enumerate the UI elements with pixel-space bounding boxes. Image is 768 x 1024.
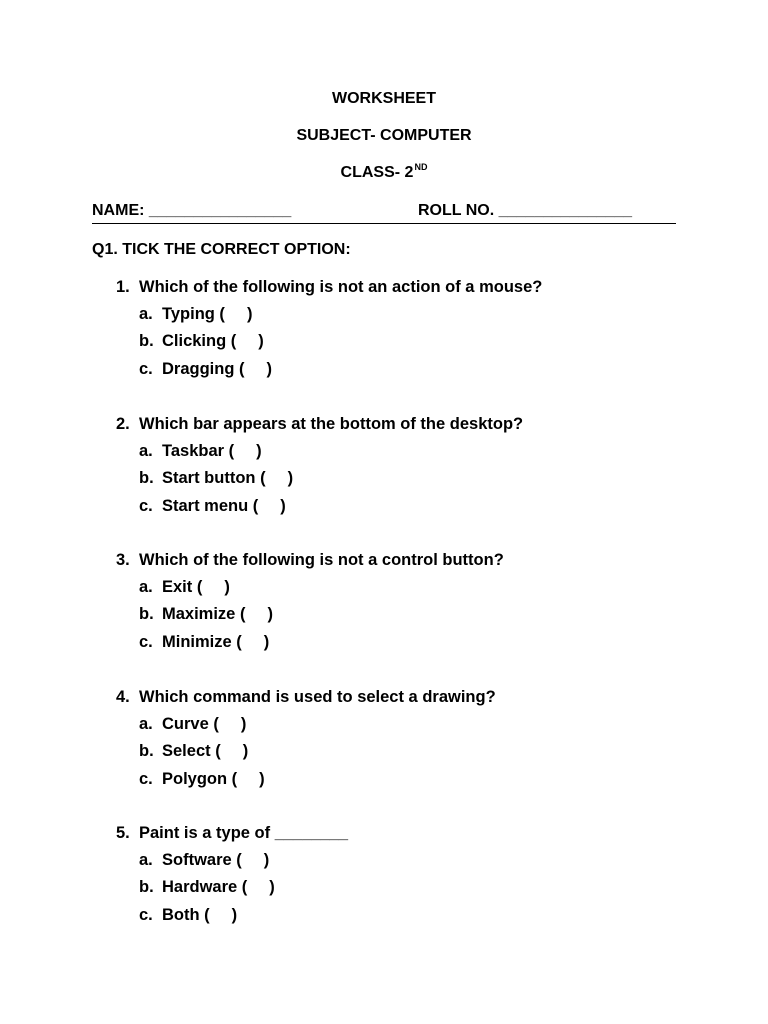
option-letter: c. — [139, 632, 153, 651]
class-line — [0, 163, 768, 184]
option-text: Clicking ( — [162, 332, 237, 351]
option-c[interactable] — [139, 769, 759, 796]
question-label: Which command is used to select a drawing? — [139, 688, 496, 706]
question-label: Which bar appears at the bottom of the desktop? — [139, 415, 524, 433]
answer-box-close: ) — [263, 632, 270, 651]
option-letter: a. — [139, 305, 153, 323]
question-number: 1. — [116, 278, 130, 296]
option-text: Hardware ( — [162, 878, 248, 897]
option-text: Polygon ( — [162, 769, 238, 788]
option-text: Start menu ( — [162, 496, 259, 515]
option-text: Typing ( — [162, 305, 225, 323]
question-text — [116, 414, 736, 441]
class-superscript: ND — [414, 162, 428, 172]
option-c[interactable] — [139, 359, 759, 386]
option-a[interactable] — [139, 714, 759, 741]
option-text: Exit ( — [162, 578, 203, 596]
answer-box-close: ) — [266, 359, 272, 378]
option-text: Curve ( — [162, 715, 219, 733]
option-a[interactable] — [139, 577, 759, 604]
question-3 — [116, 550, 736, 659]
option-letter: a. — [139, 851, 153, 869]
option-text: Dragging ( — [162, 359, 245, 378]
option-letter: b. — [139, 878, 154, 897]
option-b[interactable] — [139, 331, 759, 358]
answer-box-close: ) — [258, 332, 264, 351]
answer-box-close: ) — [256, 442, 262, 460]
option-c[interactable] — [139, 905, 759, 932]
question-number: 2. — [116, 415, 130, 433]
option-text: Software ( — [162, 851, 242, 869]
answer-box-close: ) — [287, 469, 294, 488]
option-letter: c. — [139, 359, 153, 378]
option-text: Start button ( — [162, 469, 266, 488]
question-text — [116, 277, 736, 304]
answer-box-close: ) — [280, 496, 286, 515]
roll-number-label: ROLL NO. _______________ — [418, 202, 633, 219]
question-text — [116, 550, 736, 577]
option-text: Select ( — [162, 742, 221, 761]
question-number: 3. — [116, 551, 130, 569]
option-a[interactable] — [139, 441, 759, 468]
class-label: CLASS- 2 — [340, 164, 414, 181]
answer-box-close: ) — [240, 715, 247, 733]
option-letter: b. — [139, 742, 154, 761]
option-letter: b. — [139, 469, 154, 488]
option-c[interactable] — [139, 496, 759, 523]
name-label: NAME: ________________ — [92, 202, 292, 219]
answer-box-close: ) — [246, 305, 253, 323]
option-text: Maximize ( — [162, 605, 246, 624]
question-1 — [116, 277, 736, 386]
option-text: Minimize ( — [162, 632, 242, 651]
option-b[interactable] — [139, 877, 759, 904]
option-letter: c. — [139, 496, 153, 515]
option-a[interactable] — [139, 850, 759, 877]
option-letter: c. — [139, 769, 153, 788]
question-label: Paint is a type of ________ — [139, 824, 349, 842]
option-b[interactable] — [139, 741, 759, 768]
option-letter: b. — [139, 605, 154, 624]
option-text: Taskbar ( — [162, 442, 235, 460]
question-2 — [116, 414, 736, 523]
answer-box-close: ) — [267, 605, 273, 624]
option-a[interactable] — [139, 304, 759, 331]
option-b[interactable] — [139, 468, 759, 495]
option-letter: b. — [139, 332, 154, 351]
worksheet-title: WORKSHEET — [332, 90, 436, 107]
option-letter: a. — [139, 578, 153, 596]
option-c[interactable] — [139, 632, 759, 659]
question-label: Which of the following is not a control button? — [139, 551, 504, 569]
section-heading: Q1. TICK THE CORRECT OPTION: — [92, 241, 351, 258]
answer-box-close: ) — [231, 905, 238, 924]
option-letter: c. — [139, 905, 153, 924]
question-text — [116, 823, 736, 850]
answer-box-close: ) — [224, 578, 230, 596]
student-info-row — [92, 201, 676, 224]
subject-line: SUBJECT- COMPUTER — [296, 127, 472, 144]
answer-box-close: ) — [269, 878, 275, 897]
option-b[interactable] — [139, 604, 759, 631]
option-letter: a. — [139, 442, 153, 460]
option-text: Both ( — [162, 905, 210, 924]
question-text — [116, 687, 736, 714]
option-letter: a. — [139, 715, 153, 733]
question-5 — [116, 823, 736, 932]
answer-box-close: ) — [242, 742, 249, 761]
question-number: 5. — [116, 824, 130, 842]
answer-box-close: ) — [259, 769, 265, 788]
answer-box-close: ) — [263, 851, 270, 869]
question-number: 4. — [116, 688, 130, 706]
question-4 — [116, 687, 736, 796]
question-label: Which of the following is not an action of a mouse? — [139, 278, 543, 296]
